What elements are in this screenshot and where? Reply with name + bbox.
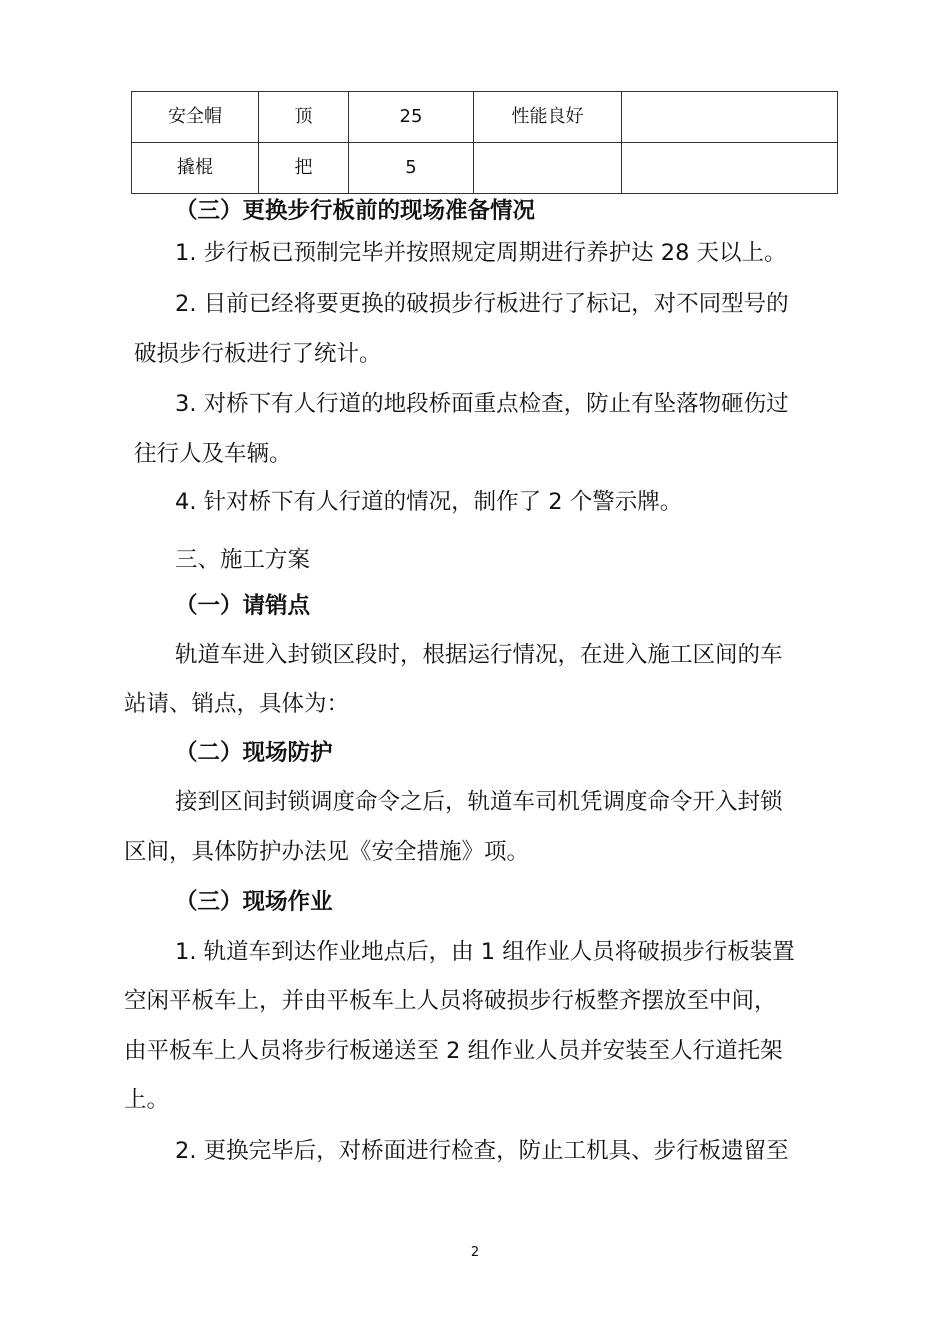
subsection-heading-site-protection: （二）现场防护 (175, 740, 333, 766)
table-cell-name: 撬棍 (132, 143, 259, 194)
table-cell-name: 安全帽 (132, 92, 259, 143)
table-row (132, 92, 838, 143)
section-heading-site-preparation: （三）更换步行板前的现场准备情况 (175, 198, 536, 224)
page-number: 2 (470, 1245, 480, 1260)
table-cell-remark (622, 92, 838, 143)
tools-table (131, 91, 838, 194)
subsection-heading-request-cancel: （一）请销点 (175, 593, 311, 619)
paragraph-line: 1. 轨道车到达作业地点后，由 1 组作业人员将破损步行板装置 (175, 939, 795, 965)
paragraph-line: 区间，具体防护办法见《安全措施》项。 (124, 839, 530, 865)
table-cell-condition (474, 143, 622, 194)
table-cell-quantity: 5 (349, 143, 474, 194)
table-cell-condition: 性能良好 (474, 92, 622, 143)
table-cell-quantity: 25 (349, 92, 474, 143)
table-cell-unit: 把 (259, 143, 349, 194)
table-cell-remark (622, 143, 838, 194)
paragraph-line: 2. 目前已经将要更换的破损步行板进行了标记，对不同型号的 (175, 291, 789, 317)
paragraph-line: 3. 对桥下有人行道的地段桥面重点检查，防止有坠落物砸伤过 (175, 391, 789, 417)
paragraph-line: 由平板车上人员将步行板递送至 2 组作业人员并安装至人行道托架 (124, 1038, 783, 1064)
paragraph-line: 空闲平板车上，并由平板车上人员将破损步行板整齐摆放至中间， (124, 988, 777, 1014)
table-row (132, 143, 838, 194)
table-cell-unit: 顶 (259, 92, 349, 143)
subsection-heading-site-work: （三）现场作业 (175, 889, 333, 915)
paragraph-line: 1. 步行板已预制完毕并按照规定周期进行养护达 28 天以上。 (175, 240, 787, 266)
paragraph-line: 轨道车进入封锁区段时，根据运行情况，在进入施工区间的车 (175, 642, 783, 668)
section-heading-construction-plan: 三、施工方案 (175, 547, 311, 573)
paragraph-line: 2. 更换完毕后，对桥面进行检查，防止工机具、步行板遗留至 (175, 1138, 789, 1164)
paragraph-line: 破损步行板进行了统计。 (134, 341, 382, 367)
paragraph-line: 往行人及车辆。 (134, 441, 292, 467)
paragraph-line: 上。 (124, 1087, 170, 1113)
paragraph-line: 4. 针对桥下有人行道的情况，制作了 2 个警示牌。 (175, 489, 683, 515)
paragraph-line: 站请、销点，具体为： (124, 691, 350, 717)
paragraph-line: 接到区间封锁调度命令之后，轨道车司机凭调度命令开入封锁 (175, 789, 783, 815)
